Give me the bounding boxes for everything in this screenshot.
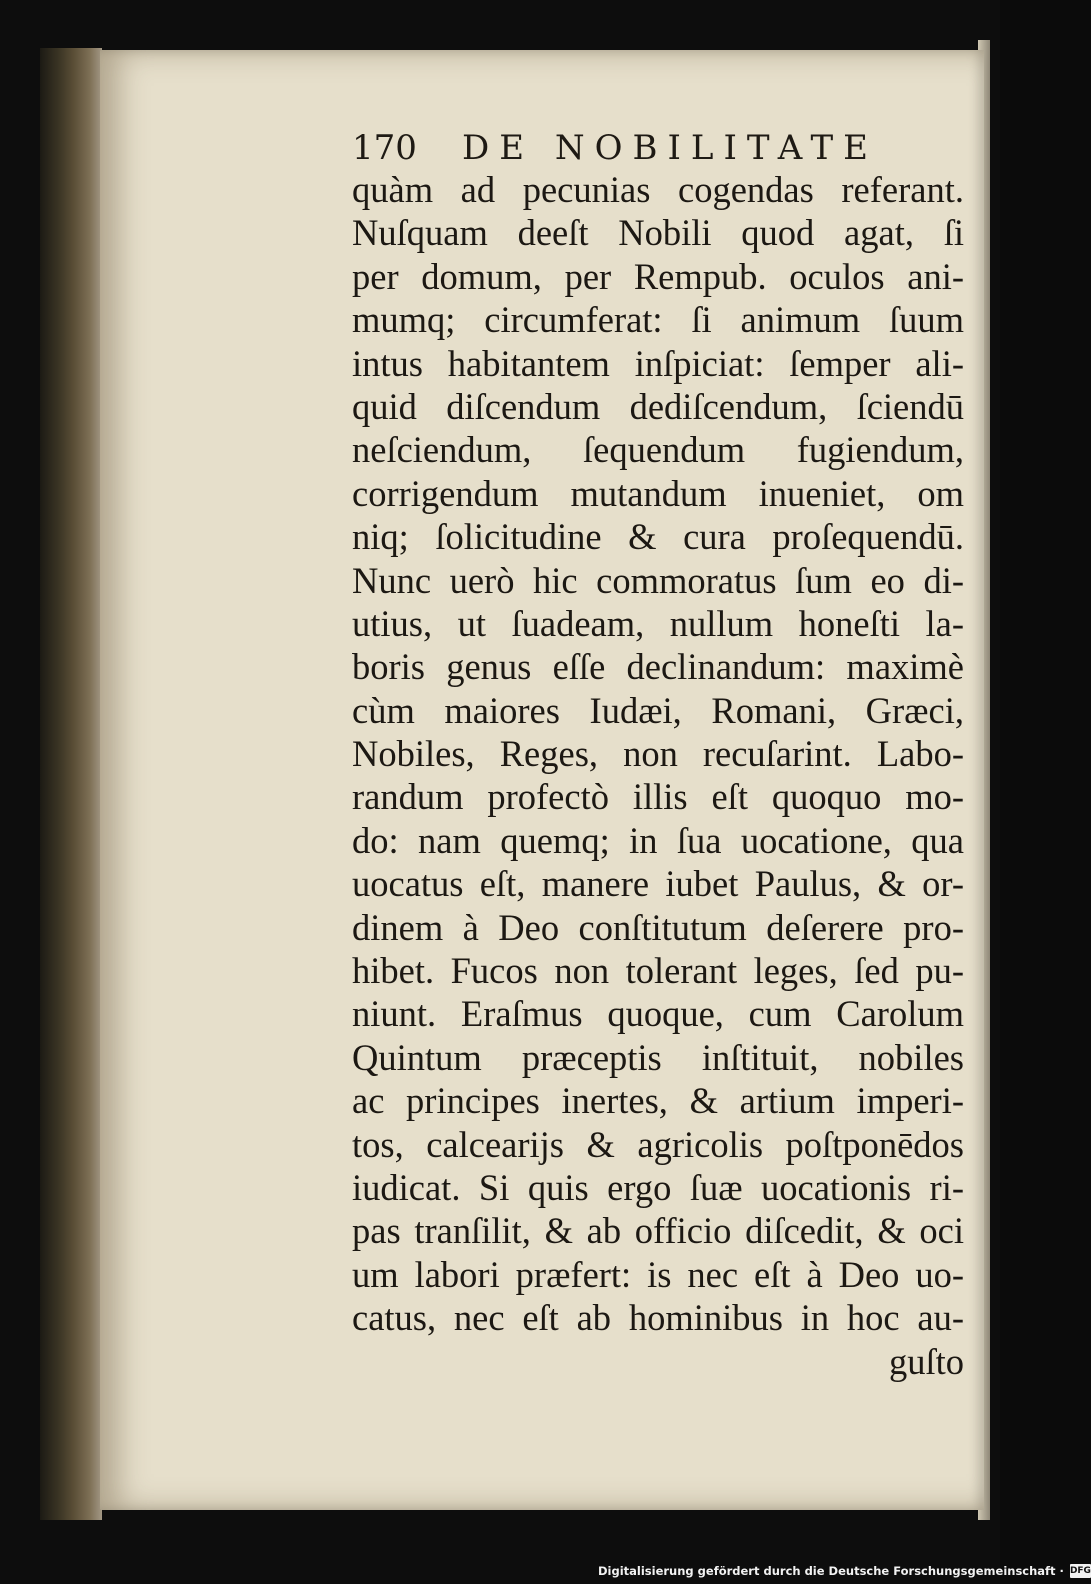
text-line: per domum, per Rempub. oculos ani-: [352, 255, 964, 297]
text-line: niunt. Eraſmus quoque, cum Carolum: [352, 993, 964, 1035]
text-line: tos, calcearijs & agricolis poſtponēdos: [352, 1123, 964, 1165]
text-line: niq; ſolicitudine & cura proſequendū.: [352, 516, 964, 558]
text-line: Nunc uerò hic commoratus ſum eo di-: [352, 559, 964, 601]
text-line: boris genus eſſe declinandum: maximè: [352, 646, 964, 688]
credit-text: Digitalisierung gefördert durch die Deutsche Forschungsgemeinschaft ·: [598, 1564, 1064, 1578]
digitization-credit: [598, 1562, 1091, 1580]
text-line: mumq; circumferat: ſi animum ſuum: [352, 299, 964, 341]
text-line: Quintum præceptis inſtituit, nobiles: [352, 1036, 964, 1078]
page-number: 170: [352, 128, 417, 168]
page-header: [352, 128, 912, 168]
text-line: cùm maiores Iudæi, Romani, Græci,: [352, 689, 964, 731]
catchword: guſto: [888, 1340, 964, 1382]
text-line: iudicat. Si quis ergo ſuæ uocationis ri-: [352, 1166, 964, 1208]
text-line: corrigendum mutandum inueniet, om: [352, 472, 964, 514]
dfg-logo: DFG: [1069, 1566, 1091, 1576]
text-line: do: nam quemq; in ſua uocatione, qua: [352, 819, 964, 861]
text-line: um labori præfert: is nec eſt à Deo uo-: [352, 1253, 964, 1295]
text-line: neſciendum, ſequendum fugiendum,: [352, 429, 964, 471]
text-line: utius, ut ſuadeam, nullum honeſti la-: [352, 602, 964, 644]
text-line: dinem à Deo conſtitutum deſerere pro-: [352, 906, 964, 948]
body-text: [352, 168, 964, 1383]
text-line: catus, nec eſt ab hominibus in hoc au-: [352, 1297, 964, 1339]
text-line: randum profectò illis eſt quoquo mo-: [352, 776, 964, 818]
text-line: quid diſcendum dediſcendum, ſciendū: [352, 385, 964, 427]
text-line: ac principes inertes, & artium imperi-: [352, 1080, 964, 1122]
text-line: quàm ad pecunias cogendas referant.: [352, 169, 964, 210]
text-line: hibet. Fucos non tolerant leges, ſed pu-: [352, 950, 964, 992]
text-line: Nobiles, Reges, non recuſarint. Labo-: [352, 733, 964, 775]
text-line: uocatus eſt, manere iubet Paulus, & or-: [352, 863, 964, 905]
book-spine: [40, 48, 102, 1520]
running-title: DE NOBILITATE: [462, 128, 878, 168]
text-line: intus habitantem inſpiciat: ſemper ali-: [352, 342, 964, 384]
text-line: pas tranſilit, & ab officio diſcedit, & oci: [352, 1210, 964, 1252]
text-line: Nuſquam deeſt Nobili quod agat, ſi: [352, 212, 964, 254]
